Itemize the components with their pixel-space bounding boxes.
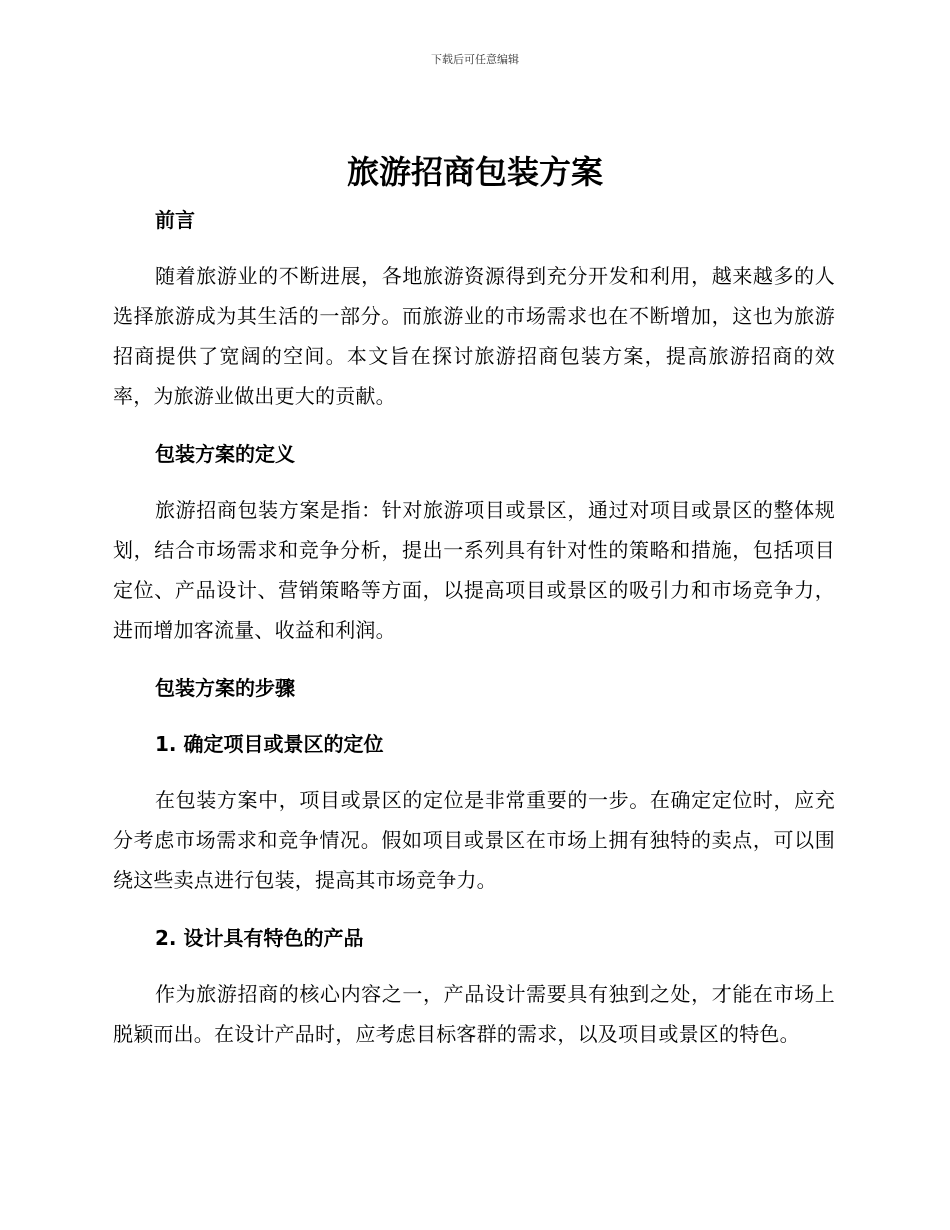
paragraph-definition: 旅游招商包装方案是指：针对旅游项目或景区，通过对项目或景区的整体规划，结合市场需求和竞争分析，提出一系列具有针对性的策略和措施，包括项目定位、产品设计、营销策略等方面，以提高项目或景区的吸引力和市场竞争力，进而增加客流量、收益和利润。 [113,498,835,642]
section-heading-steps: 包装方案的步骤 [155,676,295,700]
section-heading-preface: 前言 [155,208,195,232]
paragraph-preface: 随着旅游业的不断进展，各地旅游资源得到充分开发和利用，越来越多的人选择旅游成为其生活的一部分。而旅游业的市场需求也在不断增加，这也为旅游招商提供了宽阔的空间。本文旨在探讨旅游招商包装方案，提高旅游招商的效率，为旅游业做出更大的贡献。 [113,264,835,408]
section-heading-definition: 包装方案的定义 [155,442,295,466]
document-body [113,200,835,1072]
step-heading-2: 2. 设计具有特色的产品 [155,926,364,950]
page-header-note: 下载后可任意编辑 [431,53,519,66]
paragraph-step-2: 作为旅游招商的核心内容之一，产品设计需要具有独到之处，才能在市场上脱颖而出。在设计产品时，应考虑目标客群的需求，以及项目或景区的特色。 [113,982,835,1046]
step-heading-1: 1. 确定项目或景区的定位 [155,732,384,756]
paragraph-step-1: 在包装方案中，项目或景区的定位是非常重要的一步。在确定定位时，应充分考虑市场需求和竞争情况。假如项目或景区在市场上拥有独特的卖点，可以围绕这些卖点进行包装，提高其市场竞争力。 [113,788,835,892]
document-title: 旅游招商包装方案 [346,153,603,191]
